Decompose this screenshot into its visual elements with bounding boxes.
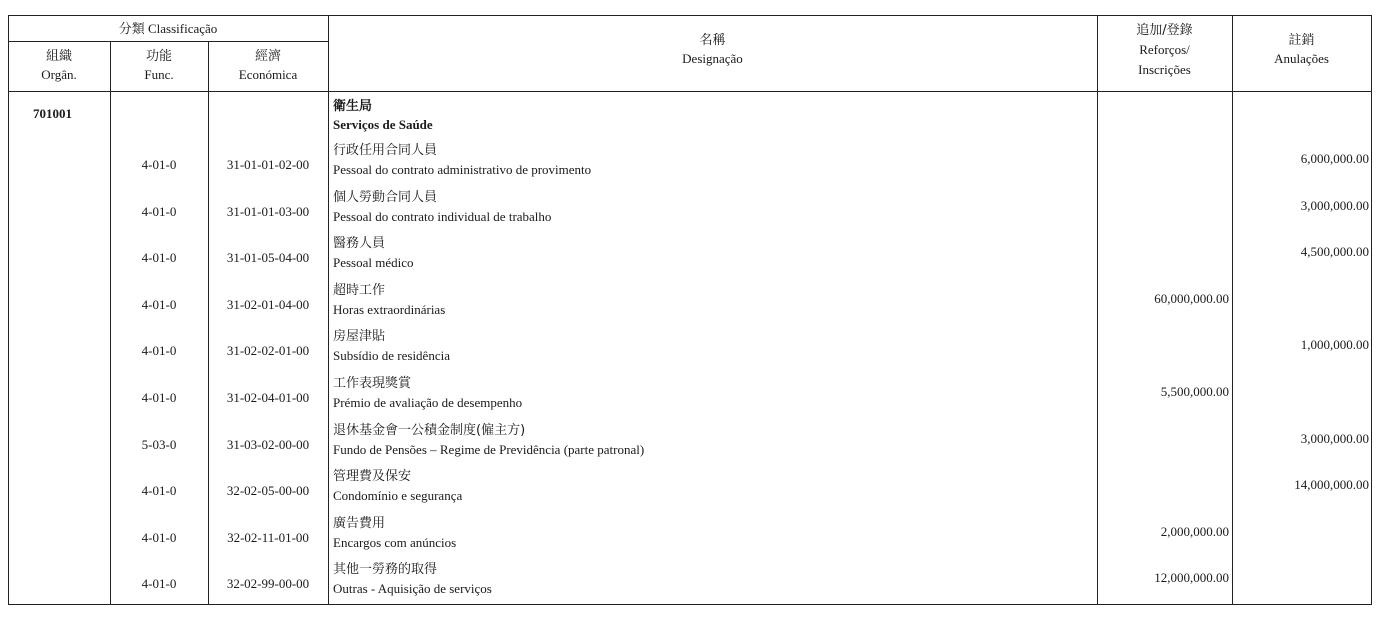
row-name-zh: 超時工作 [333, 283, 386, 298]
row-name-pt: Pessoal do contrato individual de trabalho [333, 209, 552, 224]
row-reinforce-amount: 5,500,000.00 [1160, 384, 1229, 399]
header-classification: 分類 Classificação [118, 21, 218, 36]
header-cancel-pt: Anulações [1274, 51, 1329, 66]
row-reinforce-amount: 60,000,000.00 [1154, 291, 1229, 306]
header-econ-zh: 經濟 [254, 49, 281, 64]
row-cancel-amount: 6,000,000.00 [1300, 151, 1369, 166]
row-cancel-amount: 4,500,000.00 [1300, 244, 1369, 259]
row-func-code: 4-01-0 [141, 576, 177, 591]
row-name-pt: Horas extraordinárias [333, 302, 446, 317]
row-name-zh: 其他一勞務的取得 [333, 562, 438, 577]
header-reinforce-zh: 追加/登錄 [1136, 23, 1193, 38]
right-border [1371, 15, 1372, 605]
row-econ-code: 31-02-01-04-00 [226, 297, 310, 312]
row-func-code: 4-01-0 [141, 297, 177, 312]
header-bottom-border [8, 91, 1372, 92]
row-econ-code: 32-02-99-00-00 [226, 576, 310, 591]
organ-code: 701001 [33, 106, 72, 121]
header-func-zh: 功能 [145, 49, 172, 64]
row-name-pt: Subsídio de residência [333, 348, 450, 363]
row-econ-code: 31-03-02-00-00 [226, 437, 310, 452]
row-func-code: 4-01-0 [141, 483, 177, 498]
row-name-pt: Pessoal do contrato administrativo de provimento [333, 162, 592, 177]
header-organ-zh: 組織 [45, 49, 72, 64]
header-organ-pt: Orgân. [41, 67, 77, 82]
organ-name-zh: 衛生局 [333, 99, 373, 114]
header-func-pt: Func. [144, 67, 174, 82]
row-reinforce-amount: 12,000,000.00 [1154, 570, 1229, 585]
row-name-pt: Outras - Aquisição de serviços [333, 581, 492, 596]
row-name-pt: Condomínio e segurança [333, 488, 463, 503]
row-cancel-amount: 3,000,000.00 [1300, 431, 1369, 446]
reinforce-column-divider [1232, 15, 1233, 605]
row-cancel-amount: 1,000,000.00 [1300, 337, 1369, 352]
header-reinforce-pt1: Reforços/ [1139, 42, 1190, 57]
row-econ-code: 31-02-04-01-00 [226, 390, 310, 405]
row-cancel-amount: 14,000,000.00 [1294, 477, 1369, 492]
row-name-zh: 管理費及保安 [333, 469, 412, 484]
row-func-code: 4-01-0 [141, 204, 177, 219]
row-func-code: 4-01-0 [141, 390, 177, 405]
header-name-pt: Designação [682, 51, 743, 66]
header-econ-pt: Económica [238, 67, 298, 82]
organ-column-divider [110, 41, 111, 605]
row-econ-code: 31-01-05-04-00 [226, 250, 310, 265]
left-border [8, 15, 9, 605]
row-econ-code: 31-02-02-01-00 [226, 343, 310, 358]
header-name-zh: 名稱 [699, 33, 726, 48]
row-econ-code: 32-02-05-00-00 [226, 483, 310, 498]
row-name-pt: Fundo de Pensões – Regime de Previdência (parte patronal) [333, 442, 645, 457]
row-name-zh: 個人勞動合同人員 [333, 190, 438, 205]
table-top-border [8, 15, 1372, 16]
row-name-zh: 退休基金會一公積金制度(僱主方) [333, 423, 526, 438]
row-name-zh: 房屋津貼 [333, 329, 386, 344]
row-econ-code: 32-02-11-01-00 [227, 530, 309, 545]
classification-divider [8, 41, 328, 42]
row-func-code: 4-01-0 [141, 157, 177, 172]
row-name-pt: Pessoal médico [333, 255, 414, 270]
row-reinforce-amount: 2,000,000.00 [1160, 524, 1229, 539]
name-column-divider [1097, 15, 1098, 605]
func-column-divider [208, 41, 209, 605]
row-func-code: 4-01-0 [141, 530, 177, 545]
row-func-code: 4-01-0 [141, 343, 177, 358]
econ-column-divider [328, 15, 329, 605]
header-cancel-zh: 註銷 [1288, 33, 1315, 48]
row-func-code: 5-03-0 [141, 437, 177, 452]
row-name-zh: 工作表現獎賞 [333, 376, 412, 391]
organ-name-pt: Serviços de Saúde [333, 117, 433, 132]
table-bottom-border [8, 604, 1372, 605]
row-name-zh: 行政任用合同人員 [333, 143, 438, 158]
row-cancel-amount: 3,000,000.00 [1300, 198, 1369, 213]
row-name-zh: 廣告費用 [333, 516, 386, 531]
row-func-code: 4-01-0 [141, 250, 177, 265]
row-name-pt: Prémio de avaliação de desempenho [333, 395, 523, 410]
row-name-pt: Encargos com anúncios [333, 535, 457, 550]
row-name-zh: 醫務人員 [333, 236, 386, 251]
row-econ-code: 31-01-01-02-00 [226, 157, 310, 172]
row-econ-code: 31-01-01-03-00 [226, 204, 310, 219]
header-reinforce-pt2: Inscrições [1138, 62, 1191, 77]
